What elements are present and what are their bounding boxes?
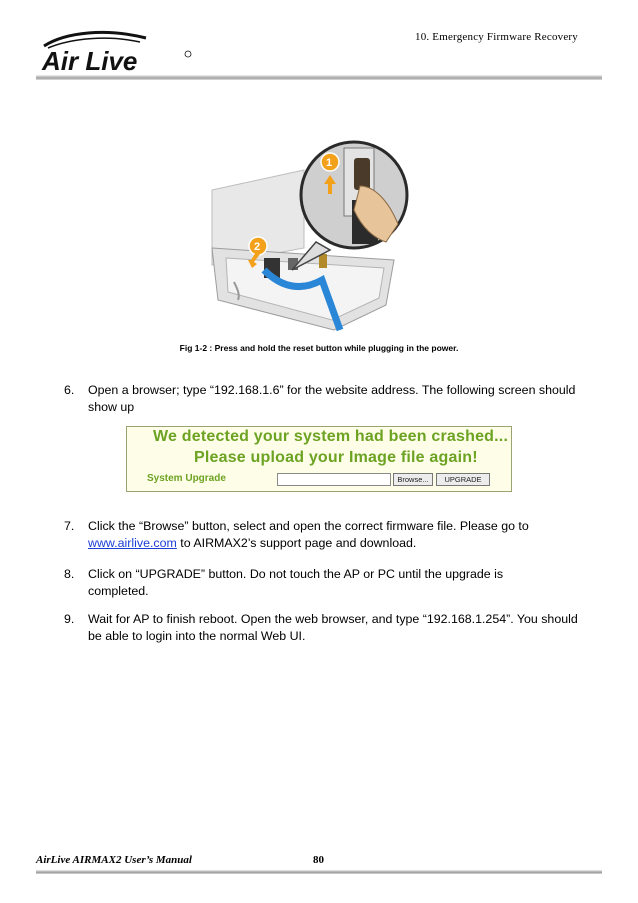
chapter-title: 10. Emergency Firmware Recovery — [415, 31, 578, 43]
system-upgrade-label: System Upgrade — [147, 473, 226, 484]
svg-text:Air Live: Air Live — [42, 46, 138, 74]
step-number: 6. — [64, 383, 75, 397]
callout-1: 1 — [326, 157, 333, 169]
device-reset-figure — [204, 140, 409, 335]
firmware-file-input[interactable] — [277, 473, 391, 486]
step-text: Click on “UPGRADE” button. Do not touch the AP or PC until the upgrade is completed. — [88, 567, 504, 598]
step-number: 7. — [64, 519, 75, 533]
airlive-link[interactable]: www.airlive.com — [88, 536, 177, 550]
upload-message: Please upload your Image file again! — [194, 449, 478, 466]
step-number: 9. — [64, 612, 75, 626]
step-text-part: to AIRMAX2’s support page and download. — [176, 536, 417, 550]
header-rule — [36, 75, 602, 80]
step-number: 8. — [64, 567, 75, 581]
step-text — [88, 518, 593, 552]
callout-2: 2 — [254, 241, 261, 253]
step-text: Open a browser; type “192.168.1.6” for the website address. The following screen should show up — [88, 383, 576, 414]
footer-rule — [36, 870, 602, 874]
manual-title: AirLive AIRMAX2 User’s Manual — [36, 854, 192, 866]
page-number: 80 — [313, 854, 324, 866]
step-text-part: Click the “Browse” button, select and open the correct firmware file. Please go to — [88, 519, 529, 533]
figure-caption: Fig 1-2 : Press and hold the reset button while plugging in the power. — [179, 343, 459, 353]
browse-button[interactable]: Browse... — [393, 473, 433, 486]
crash-message: We detected your system had been crashed... — [153, 428, 509, 445]
upgrade-button[interactable]: UPGRADE — [436, 473, 490, 486]
airlive-logo — [36, 30, 196, 74]
recovery-screen — [126, 426, 512, 492]
step-text: Wait for AP to finish reboot. Open the web browser, and type “192.168.1.254”. You should be able to login into the normal Web UI. — [88, 612, 578, 643]
